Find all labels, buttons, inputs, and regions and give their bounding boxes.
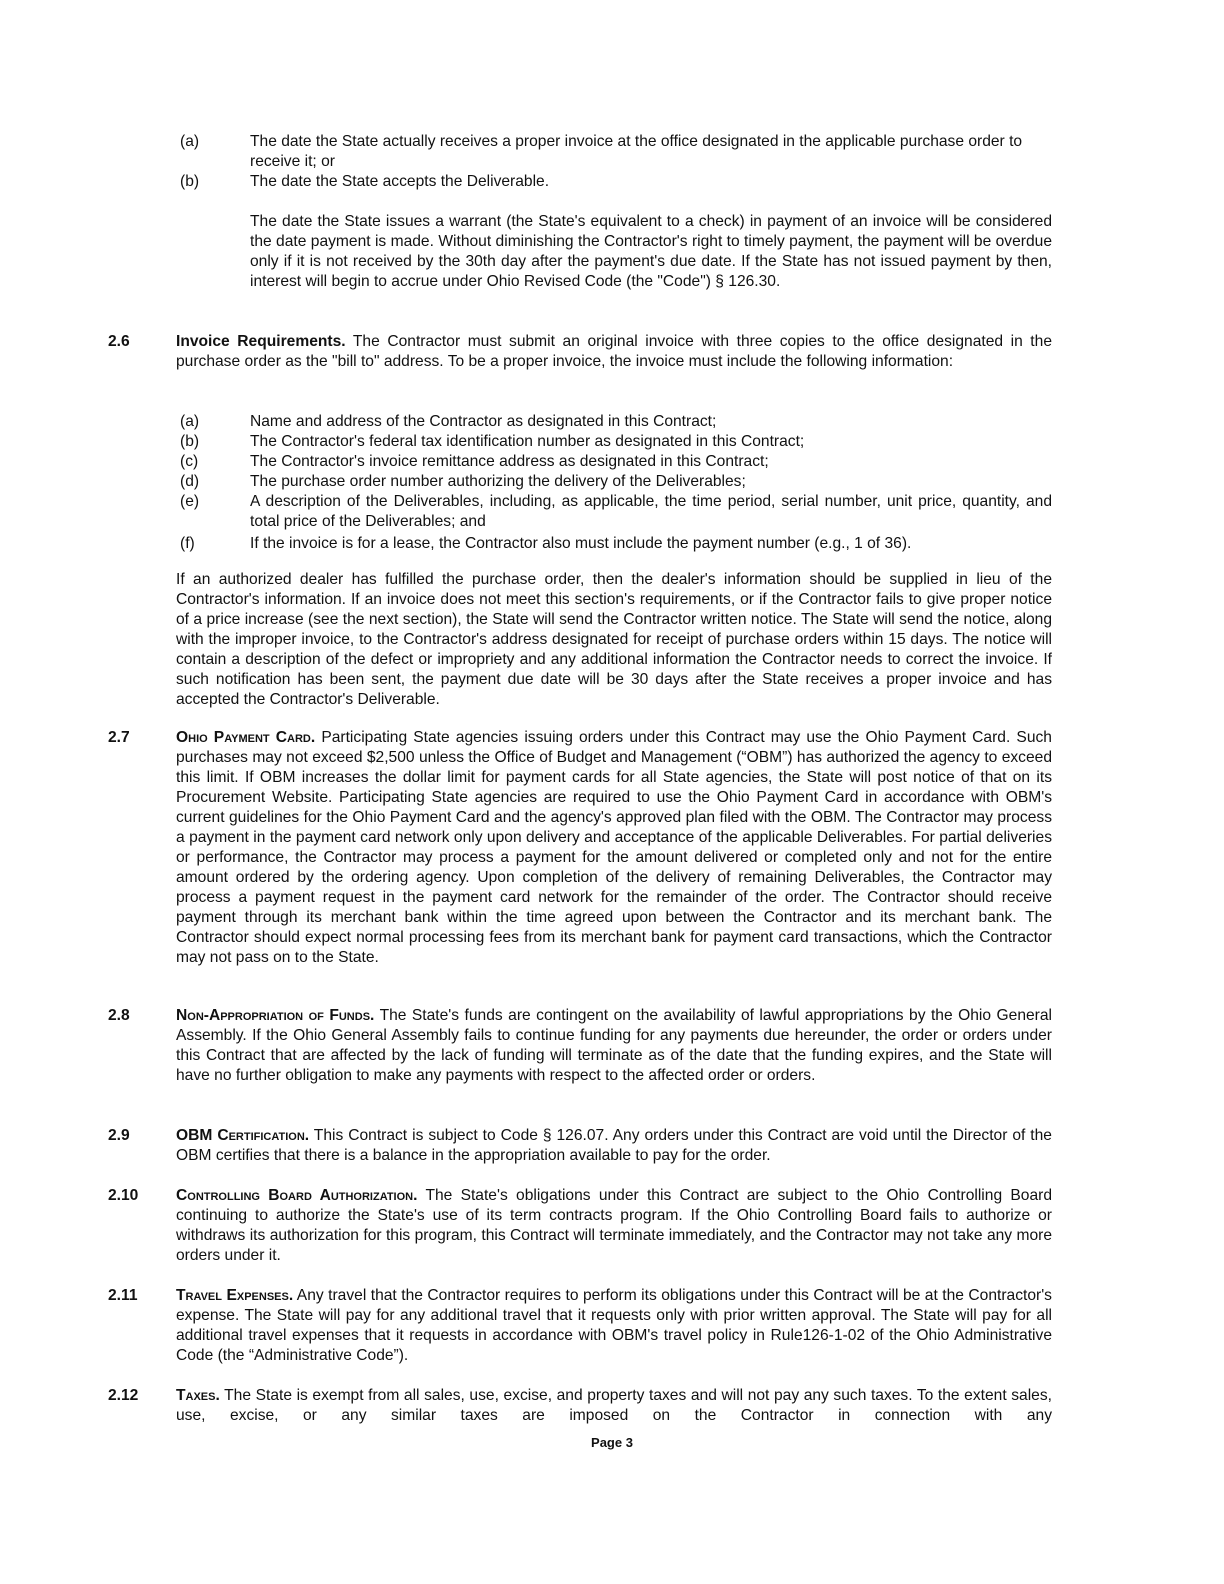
list-item [180,452,1052,472]
invoice-requirements-list [180,412,1052,554]
list-item [180,172,1052,192]
section-body [176,1286,1052,1366]
payment-date-list [180,132,1052,192]
section-text: The State's funds are contingent on the availability of lawful appropriations by the Ohio General Assembly. If the Ohio General Assembly fails to continue funding for any payments due hereunder, the order or orders under this Contract that are affected by the lack of funding will terminate as of the date that the funding expires, and the State will have no further obligation to make any payments with respect to the affected order or orders. [176,1007,1052,1084]
payment-paragraph: The date the State issues a warrant (the State's equivalent to a check) in payment of an invoice will be considered the date payment is made. Without diminishing the Contractor's right to timely payment, the payment will be overdue only if it is not received by the 30th day after the payment's due date. If the State has not issued payment by then, interest will begin to accrue under Ohio Revised Code (the "Code") § 126.30. [250,213,1052,290]
section-intro: The Contractor must submit an original invoice with three copies to the office designated in the purchase order as the "bill to" address. To be a proper invoice, the invoice must include the following information: [176,333,1052,370]
section-number: 2.12 [108,1387,139,1404]
section-number: 2.11 [108,1287,138,1304]
section-title: Controlling Board Authorization. [176,1187,418,1204]
list-item-label: (d) [180,473,200,490]
section-body [176,1126,1052,1166]
section-body [176,1186,1052,1266]
section-body [176,728,1052,968]
list-item [180,132,1052,172]
section-number: 2.6 [108,333,130,350]
section-title: Non-Appropriation of Funds. [176,1007,375,1024]
section-2-10 [108,1186,1052,1266]
page-number: Page 3 [591,1435,633,1450]
section-body [176,332,1052,372]
list-item-text: A description of the Deliverables, including, as applicable, the time period, serial number, unit price, quantity, and total price of the Deliverables; and [250,493,1052,530]
section-body [176,1386,1052,1426]
list-item [180,432,1052,452]
list-item-label: (f) [180,535,195,552]
list-item-label: (b) [180,433,200,450]
section-2-7 [108,728,1052,968]
list-item-text: If the invoice is for a lease, the Contractor also must include the payment number (e.g., 1 of 36). [250,535,912,552]
list-item [180,412,1052,432]
section-number: 2.9 [108,1127,130,1144]
section-text: This Contract is subject to Code § 126.07. Any orders under this Contract are void until the Director of the OBM certifies that there is a balance in the appropriation available to pay for the order. [176,1127,1052,1164]
section-title: Taxes. [176,1387,220,1404]
list-item-text: The purchase order number authorizing the delivery of the Deliverables; [250,473,746,490]
list-item-label: (e) [180,493,200,510]
invoice-closing-paragraph: If an authorized dealer has fulfilled the purchase order, then the dealer's information should be supplied in lieu of the Contractor's information. If an invoice does not meet this section's requirements, or if the Contractor fails to give proper notice of a price increase (see the next section), the State will send the Contractor written notice. The State will send the notice, along with the improper invoice, to the Contractor's address designated for receipt of purchase orders within 15 days. The notice will contain a description of the defect or impropriety and any additional information the Contractor needs to correct the invoice. If such notification has been sent, the payment due date will be 30 days after the State receives a proper invoice and has accepted the Contractor's Deliverable. [176,571,1052,708]
list-item-text: Name and address of the Contractor as designated in this Contract; [250,413,717,430]
section-text: The State's obligations under this Contract are subject to the Ohio Controlling Board continuing to authorize the State's use of its term contracts program. If the Ohio Controlling Board fails to authorize or withdraws its authorization for this program, this Contract will terminate immediately, and the Contractor may not take any more orders under it. [176,1187,1052,1264]
list-item-label: (a) [180,413,200,430]
list-item [180,472,1052,492]
section-2-11 [108,1286,1052,1366]
section-text: The State is exempt from all sales, use, excise, and property taxes and will not pay any such taxes. To the extent sales, use, excise, or any similar taxes are imposed on the Contractor in connection with any [176,1387,1052,1424]
list-item-label: (a) [180,133,200,150]
list-item [180,492,1052,532]
list-item [180,534,1052,554]
section-text: Any travel that the Contractor requires to perform its obligations under this Contract will be at the Contractor's expense. The State will pay for any additional travel that it requests only with prior written approval. The State will pay for all additional travel expenses that it requests in accordance with OBM's travel policy in Rule126-1-02 of the Ohio Administrative Code (the “Administrative Code”). [176,1287,1052,1364]
section-number: 2.8 [108,1007,130,1024]
section-title: Travel Expenses. [176,1287,294,1304]
section-2-8 [108,1006,1052,1086]
section-2-6 [108,332,1052,372]
section-text: Participating State agencies issuing orders under this Contract may use the Ohio Payment Card. Such purchases may not exceed $2,500 unless the Office of Budget and Management (“OBM”) has authorized the agency to exceed this limit. If OBM increases the dollar limit for payment cards for all State agencies, the State will post notice of that on its Procurement Website. Participating State agencies are required to use the Ohio Payment Card in accordance with OBM's current guidelines for the Ohio Payment Card and the agency's approved plan filed with the OBM. The Contractor may process a payment in the payment card network only upon delivery and acceptance of the applicable Deliverables. For partial deliveries or performance, the Contractor may process a payment for the amount delivered or completed only and not for the entire amount ordered by the ordering agency. Upon completion of the delivery of remaining Deliverables, the Contractor may process a payment request in the payment card network for the remainder of the order. The Contractor should receive payment through its merchant bank within the time agreed upon between the Contractor and its merchant bank. The Contractor should expect normal processing fees from its merchant bank for payment card transactions, which the Contractor may not pass on to the State. [176,729,1052,966]
section-number: 2.10 [108,1187,139,1204]
list-item-label: (c) [180,453,199,470]
section-title: OBM Certification. [176,1127,310,1144]
list-item-text: The date the State actually receives a proper invoice at the office designated in the applicable purchase order to receive it; or [250,133,1023,170]
list-item-label: (b) [180,173,200,190]
section-2-12 [108,1386,1052,1426]
section-title: Ohio Payment Card. [176,729,316,746]
section-body [176,1006,1052,1086]
section-number: 2.7 [108,729,130,746]
section-title: Invoice Requirements. [176,333,346,350]
list-item-text: The Contractor's invoice remittance address as designated in this Contract; [250,453,769,470]
list-item-text: The Contractor's federal tax identification number as designated in this Contract; [250,433,805,450]
section-2-9 [108,1126,1052,1166]
list-item-text: The date the State accepts the Deliverable. [250,173,550,190]
